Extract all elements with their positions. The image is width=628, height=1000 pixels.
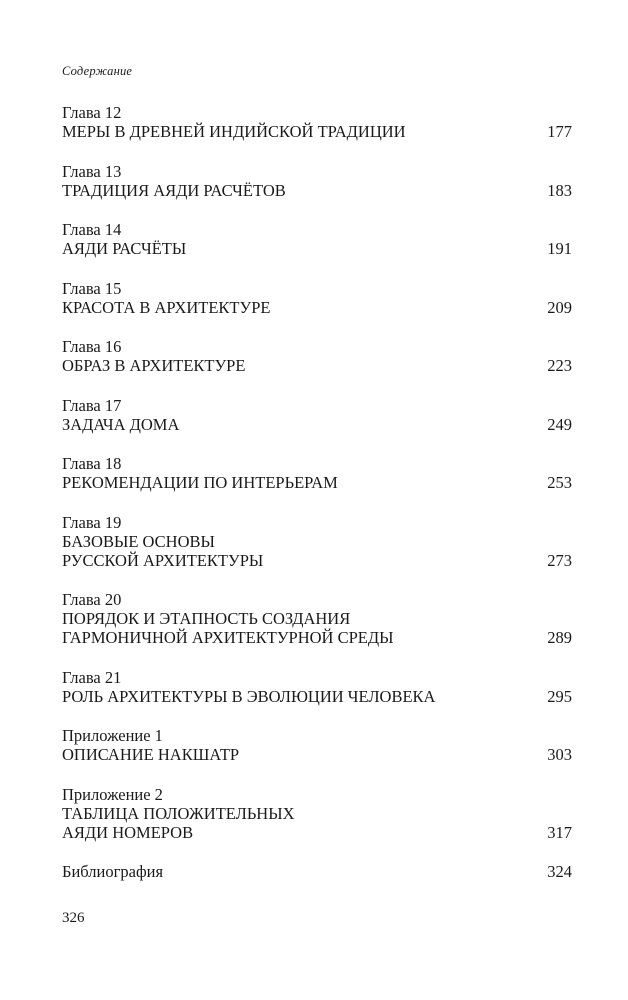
toc-entry-page-number: 209	[547, 297, 572, 317]
toc-entry[interactable]	[62, 668, 572, 706]
toc-entry[interactable]	[62, 220, 572, 258]
toc-entry-label: Приложение 2	[62, 784, 163, 804]
toc-entry-page-number: 295	[547, 686, 572, 706]
toc-entry-label: Глава 18	[62, 454, 122, 473]
toc-entry-title: ПОРЯДОК И ЭТАПНОСТЬ СОЗДАНИЯ	[62, 609, 351, 628]
toc-entry-page-number: 324	[547, 862, 572, 881]
toc-entry-title: Библиография	[62, 862, 164, 881]
toc-entry-page-number: 177	[547, 122, 572, 141]
toc-entry-page-number: 223	[547, 356, 572, 375]
toc-entry-label: Глава 15	[62, 278, 122, 298]
toc-entry-title: ОПИСАНИЕ НАКШАТР	[62, 745, 240, 764]
toc-entry[interactable]	[62, 590, 572, 647]
toc-entry[interactable]	[62, 162, 572, 200]
toc-entry-page-number: 317	[547, 822, 572, 842]
toc-entry-page-number: 191	[547, 239, 572, 258]
toc-entry-label: Глава 12	[62, 103, 122, 122]
toc-entry[interactable]	[62, 337, 572, 375]
toc-entry-title: АЯДИ НОМЕРОВ	[62, 822, 194, 842]
toc-entry-label: Глава 13	[62, 161, 122, 181]
toc-entry-page-number: 303	[547, 745, 572, 764]
toc-entry-page-number: 249	[547, 414, 572, 434]
toc-entry-label: Глава 14	[62, 220, 122, 239]
toc-entry-title: ЗАДАЧА ДОМА	[62, 414, 180, 434]
toc-entry-title: ГАРМОНИЧНОЙ АРХИТЕКТУРНОЙ СРЕДЫ	[62, 628, 394, 647]
toc-entry-label: Приложение 1	[62, 726, 163, 745]
toc-entry-label: Глава 19	[62, 512, 122, 532]
toc-entry[interactable]	[62, 862, 572, 881]
toc-entry-page-number: 289	[547, 628, 572, 647]
page-number: 326	[62, 910, 85, 926]
toc-entry-title: АЯДИ РАСЧЁТЫ	[62, 239, 187, 258]
toc-entry-title: ТАБЛИЦА ПОЛОЖИТЕЛЬНЫХ	[62, 803, 295, 823]
toc-entry[interactable]	[62, 454, 572, 492]
toc-entry[interactable]	[62, 513, 572, 570]
running-head: Содержание	[62, 64, 133, 78]
toc-entry[interactable]	[62, 785, 572, 842]
toc-entry-title: РОЛЬ АРХИТЕКТУРЫ В ЭВОЛЮЦИИ ЧЕЛОВЕКА	[62, 686, 436, 706]
toc-entry[interactable]	[62, 726, 572, 764]
toc-entry-title: ОБРАЗ В АРХИТЕКТУРЕ	[62, 356, 246, 375]
toc-entry-label: Глава 17	[62, 395, 122, 415]
toc-entry[interactable]	[62, 103, 572, 141]
toc-entry-page-number: 273	[547, 550, 572, 570]
toc-entry-title: РУССКОЙ АРХИТЕКТУРЫ	[62, 550, 264, 570]
toc-entry-title: РЕКОМЕНДАЦИИ ПО ИНТЕРЬЕРАМ	[62, 473, 338, 492]
toc-entry[interactable]	[62, 396, 572, 434]
toc-entry-label: Глава 21	[62, 667, 122, 687]
toc-entry-title: МЕРЫ В ДРЕВНЕЙ ИНДИЙСКОЙ ТРАДИЦИИ	[62, 122, 406, 141]
toc-entry-title: ТРАДИЦИЯ АЯДИ РАСЧЁТОВ	[62, 180, 286, 200]
toc-entry-label: Глава 16	[62, 337, 122, 356]
toc-entry-title: КРАСОТА В АРХИТЕКТУРЕ	[62, 297, 271, 317]
toc-entry-label: Глава 20	[62, 590, 122, 609]
toc-entry[interactable]	[62, 279, 572, 317]
toc-entry-page-number: 253	[547, 473, 572, 492]
toc-entry-title: БАЗОВЫЕ ОСНОВЫ	[62, 531, 215, 551]
toc-entry-page-number: 183	[547, 180, 572, 200]
